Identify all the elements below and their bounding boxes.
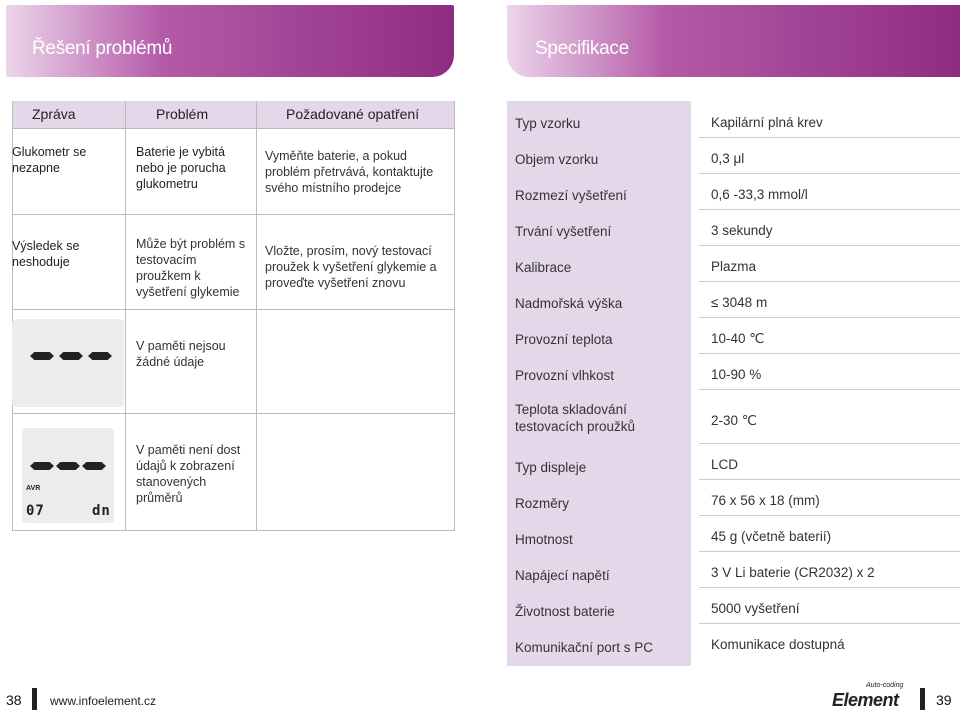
specifications-table	[507, 101, 960, 666]
divider	[12, 214, 455, 215]
divider	[125, 101, 126, 531]
avr-days-value: 07	[26, 503, 45, 519]
divider	[699, 173, 960, 174]
right-section-banner	[507, 5, 960, 77]
dash-segment	[30, 462, 54, 470]
footer-url[interactable]: www.infoelement.cz	[50, 694, 157, 708]
spec-label: Typ vzorku	[515, 116, 581, 131]
page-footer	[0, 682, 960, 713]
spec-label: Napájecí napětí	[515, 568, 610, 583]
divider	[12, 128, 455, 129]
divider	[699, 587, 960, 588]
row4-problem: V paměti není dost údajů k zobrazení stanovených průměrů	[136, 443, 241, 505]
troubleshooting-table	[12, 101, 455, 531]
divider	[699, 479, 960, 480]
column-gap	[691, 101, 699, 666]
dash-segment	[59, 352, 83, 360]
header-problem: Problém	[156, 106, 209, 122]
spec-value: 0,3 μl	[711, 151, 745, 166]
dash-segment	[56, 462, 80, 470]
divider	[699, 551, 960, 552]
divider	[699, 515, 960, 516]
spec-value: 5000 vyšetření	[711, 601, 800, 616]
spec-label: Provozní vlhkost	[515, 368, 615, 383]
lcd-avr-display	[22, 428, 114, 523]
spec-value: LCD	[711, 457, 739, 472]
spec-label: Kalibrace	[515, 260, 572, 275]
row1-message: Glukometr se nezapne	[12, 145, 87, 175]
divider	[256, 101, 257, 531]
dash-segment	[30, 352, 54, 360]
divider	[699, 353, 960, 354]
spec-value: 76 x 56 x 18 (mm)	[711, 493, 820, 508]
divider	[699, 317, 960, 318]
divider	[699, 209, 960, 210]
table-header	[12, 101, 455, 128]
avr-days-unit: dn	[92, 503, 111, 519]
row1-action: Vyměňte baterie, a pokud problém přetrvává, kontaktujte svého místního prodejce	[265, 149, 434, 195]
row2-action: Vložte, prosím, nový testovací proužek k vyšetření glykemie a proveďte vyšetření znovu	[265, 244, 437, 290]
specifications-title: Specifikace	[535, 38, 629, 59]
row2-message: Výsledek se neshoduje	[12, 239, 80, 269]
divider	[699, 281, 960, 282]
page-number-right: 39	[936, 692, 952, 708]
spec-value: 0,6 -33,3 mmol/l	[711, 187, 808, 202]
spec-label: Teplota skladování testovacích proužků	[515, 402, 636, 434]
troubleshooting-title: Řešení problémů	[32, 38, 173, 59]
row1-problem: Baterie je vybitá nebo je porucha glukometru	[136, 145, 226, 191]
spec-label: Objem vzorku	[515, 152, 599, 167]
page-number-left: 38	[6, 692, 22, 708]
spec-value: Komunikace dostupná	[711, 637, 845, 652]
spec-value: Kapilární plná krev	[711, 115, 823, 130]
spec-value: ≤ 3048 m	[711, 295, 768, 310]
dash-segment	[88, 352, 112, 360]
divider	[12, 530, 455, 531]
spec-label: Hmotnost	[515, 532, 573, 547]
spec-value: 3 V Li baterie (CR2032) x 2	[711, 565, 875, 580]
row3-problem: V paměti nejsou žádné údaje	[136, 339, 226, 369]
lcd-no-data-display	[12, 319, 124, 407]
spec-value: 10-90 %	[711, 367, 762, 382]
spec-label: Rozmezí vyšetření	[515, 188, 627, 203]
spec-label: Nadmořská výška	[515, 296, 623, 311]
spec-label: Rozměry	[515, 496, 570, 511]
spec-value: 2-30 ℃	[711, 413, 757, 428]
dash-segment	[82, 462, 106, 470]
divider	[699, 389, 960, 390]
header-message: Zpráva	[32, 106, 76, 122]
header-action: Požadované opatření	[286, 106, 420, 122]
divider	[699, 245, 960, 246]
left-section-banner	[6, 5, 454, 77]
divider	[699, 623, 960, 624]
spec-value: 3 sekundy	[711, 223, 773, 238]
footer-bar	[32, 688, 37, 710]
spec-label: Trvání vyšetření	[515, 224, 612, 239]
spec-value: Plazma	[711, 259, 757, 274]
spec-label: Provozní teplota	[515, 332, 613, 347]
brand-tagline: Auto-coding	[866, 682, 904, 689]
divider	[454, 101, 455, 531]
row2-problem: Může být problém s testovacím proužkem k vyšetření glykemie	[136, 237, 246, 299]
divider	[699, 137, 960, 138]
avr-label: AVR	[26, 485, 41, 492]
spec-label: Komunikační port s PC	[515, 640, 654, 655]
spec-label: Typ displeje	[515, 460, 587, 475]
spec-value: 10-40 ℃	[711, 331, 765, 346]
divider	[699, 443, 960, 444]
spec-label: Životnost baterie	[515, 604, 615, 619]
spec-value: 45 g (včetně baterií)	[711, 529, 832, 544]
brand-logo: Element	[832, 690, 899, 710]
divider	[12, 413, 455, 414]
footer-bar	[920, 688, 925, 710]
divider	[12, 309, 455, 310]
